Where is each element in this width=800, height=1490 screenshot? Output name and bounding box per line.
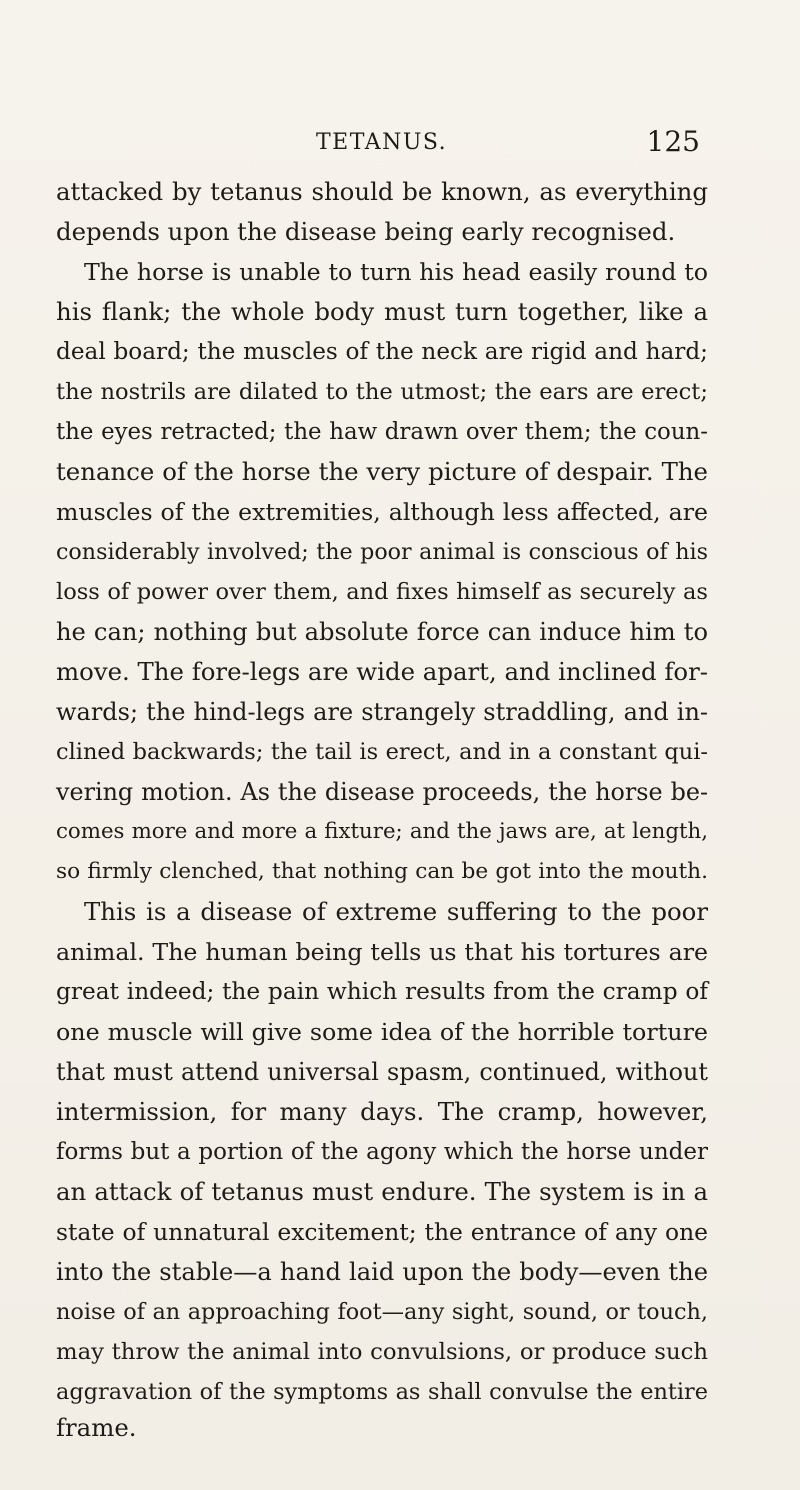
text-line: one muscle will give some idea of the horrible torture [56,1018,708,1046]
text-line: forms but a portion of the agony which the horse under [56,1139,708,1165]
text-line: he can; nothing but absolute force can induce him to [56,618,708,646]
text-line: loss of power over them, and fixes himself as securely as [56,579,708,605]
paragraph-first-line: This is a disease of extreme suffering to the poor [84,897,708,926]
text-line: frame. [56,1413,137,1442]
text-line: considerably involved; the poor animal is conscious of his [56,539,708,565]
text-line: clined backwards; the tail is erect, and in a constant qui- [56,739,708,765]
text-line: move. The fore-legs are wide apart, and inclined for- [56,657,708,686]
text-line: attacked by tetanus should be known, as everything [56,177,708,206]
text-line: so firmly clenched, that nothing can be got into the mouth. [56,859,708,884]
text-line: into the stable—a hand laid upon the body—even the [56,1258,708,1286]
text-line: muscles of the extremities, although less affected, are [56,498,708,526]
text-line: intermission, for many days. The cramp, however, [56,1097,708,1126]
text-line: depends upon the disease being early recognised. [56,217,676,246]
text-line: his flank; the whole body must turn together, like a [56,297,708,326]
running-title: TETANUS. [316,130,448,155]
text-line: that must attend universal spasm, continued, without [56,1058,708,1086]
paragraph-first-line: The horse is unable to turn his head easily round to [84,258,708,286]
text-line: may throw the animal into convulsions, or produce such [56,1339,708,1365]
text-line: an attack of tetanus must endure. The system is in a [56,1177,708,1206]
text-line: great indeed; the pain which results from the cramp of [56,978,708,1005]
page-header [316,125,700,158]
text-line: animal. The human being tells us that his tortures are [56,938,708,966]
text-line: the nostrils are dilated to the utmost; the ears are erect; [56,379,708,405]
text-line: deal board; the muscles of the neck are rigid and hard; [56,338,708,365]
text-line: wards; the hind-legs are strangely straddling, and in- [56,698,708,726]
text-line: comes more and more a fixture; and the jaws are, at length, [56,819,708,844]
text-line: state of unnatural excitement; the entrance of any one [56,1218,708,1246]
text-line: the eyes retracted; the haw drawn over them; the coun- [56,419,708,445]
text-line: tenance of the horse the very picture of despair. The [56,457,708,486]
text-line: vering motion. As the disease proceeds, the horse be- [56,778,708,806]
page-number: 125 [646,125,700,158]
text-line: noise of an approaching foot—any sight, sound, or touch, [56,1299,708,1325]
text-line: aggravation of the symptoms as shall convulse the entire [56,1379,708,1405]
